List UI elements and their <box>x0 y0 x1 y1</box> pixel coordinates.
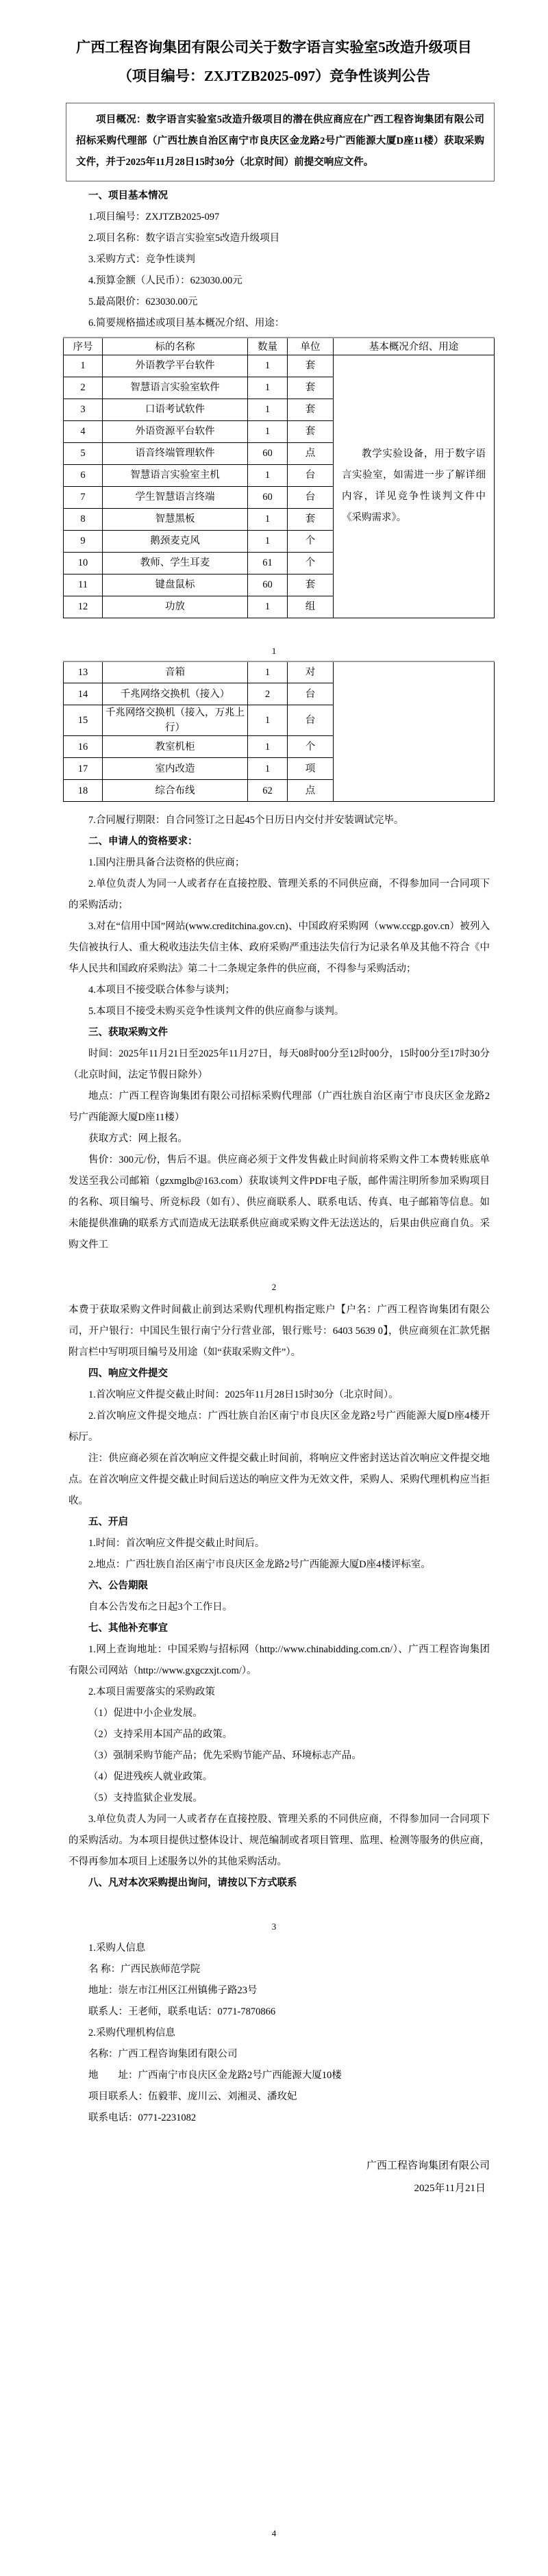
section-heading: 一、项目基本情况 <box>88 190 168 201</box>
paragraph: （3）强制采购节能产品；优先采购节能产品、环境标志产品。 <box>88 1750 362 1761</box>
item-name-cell: 语音终端管理软件 <box>103 442 248 464</box>
item-unit-cell: 台 <box>288 464 334 486</box>
section-heading: 五、开启 <box>88 1517 128 1528</box>
item-unit-cell: 点 <box>288 780 334 802</box>
paragraph: 项目联系人：伍毅菲、庞川云、刘湘灵、潘玫妃 <box>88 2091 297 2102</box>
page-number-2: 2 <box>271 1282 277 1292</box>
paragraph: （5）支持监狱企业发展。 <box>88 1793 203 1804</box>
item-quantity-cell: 1 <box>248 420 288 442</box>
paragraph: 2.地点：广西壮族自治区南宁市良庆区金龙路2号广西能源大厦D座4楼评标室。 <box>88 1559 431 1570</box>
item-number-cell: 14 <box>64 683 103 705</box>
section-heading: 三、获取采购文件 <box>88 1027 168 1038</box>
paragraph: （1）促进中小企业发展。 <box>88 1708 203 1719</box>
section-heading: 六、公告期限 <box>88 1580 148 1591</box>
item-quantity-cell: 1 <box>248 705 288 736</box>
item-number-cell: 12 <box>64 596 103 618</box>
item-name-cell: 智慧语言实验室主机 <box>103 464 248 486</box>
item-quantity-cell: 1 <box>248 508 288 530</box>
paragraph: 名 称：广西民族师范学院 <box>88 1964 201 1975</box>
project-overview-box <box>66 103 495 181</box>
item-name-cell: 室内改造 <box>103 758 248 780</box>
description-cell <box>334 661 495 802</box>
paragraph: 3.对在“信用中国”网站(www.creditchina.gov.cn)、中国政府采购网（www.ccgp.gov.cn）被列入失信被执行人、重大税收违法失信主体、政府采购严重违法失信行为记录名单及其他不符合《中华人民共和国政府采购法》第二十二条规定条件的供应商，不得参与采购活动； <box>68 921 490 974</box>
item-unit-cell: 套 <box>288 574 334 596</box>
paragraph: 地点：广西工程咨询集团有限公司招标采购代理部（广西壮族自治区南宁市良庆区金龙路2号广西能源大厦D座11楼） <box>68 1091 490 1123</box>
item-name-cell: 外语教学平台软件 <box>103 355 248 377</box>
page-number-4: 4 <box>271 2528 277 2538</box>
paragraph: 4.本项目不接受联合体参与谈判； <box>88 985 235 996</box>
paragraph: 4.预算金额（人民币）：623030.00元 <box>88 275 242 286</box>
table-header-cell: 标的名称 <box>103 338 248 355</box>
item-quantity-cell: 1 <box>248 596 288 618</box>
paragraph: 2.采购代理机构信息 <box>88 2028 175 2038</box>
item-unit-cell: 对 <box>288 661 334 683</box>
item-name-cell: 外语资源平台软件 <box>103 420 248 442</box>
item-unit-cell: 个 <box>288 736 334 758</box>
paragraph: 2.本项目需要落实的采购政策 <box>88 1687 215 1697</box>
item-quantity-cell: 1 <box>248 736 288 758</box>
paragraph: 地址：崇左市江州区江州镇佛子路23号 <box>88 1985 258 1996</box>
item-name-cell: 键盘鼠标 <box>103 574 248 596</box>
items-table-part2 <box>63 661 495 803</box>
section-heading: 四、响应文件提交 <box>88 1368 168 1379</box>
item-name-cell: 综合布线 <box>103 780 248 802</box>
item-quantity-cell: 1 <box>248 399 288 420</box>
item-number-cell: 1 <box>64 355 103 377</box>
item-number-cell: 10 <box>64 552 103 574</box>
item-number-cell: 17 <box>64 758 103 780</box>
paragraph: 7.合同履行期限：自合同签订之日起45个日历日内交付并安装调试完毕。 <box>88 815 404 826</box>
table-row <box>64 355 495 377</box>
document-title <box>27 33 521 90</box>
section-qualifications-and-documents <box>68 810 490 1256</box>
item-quantity-cell: 1 <box>248 661 288 683</box>
paragraph: 1.国内注册具备合法资格的供应商； <box>88 857 245 868</box>
item-unit-cell: 套 <box>288 420 334 442</box>
paragraph: 本费于获取采购文件时间截止前到达采购代理机构指定账户【户名：广西工程咨询集团有限公司，开户银行：中国民生银行南宁分行营业部，银行账号：6403 5639 0】，供应商须在汇款凭据附言栏中写明项目编号及用途（如“获取采购文件”）。 <box>68 1304 490 1358</box>
title-line-1: 广西工程咨询集团有限公司关于数字语言实验室5改造升级项目 <box>76 39 472 55</box>
items-table-part2-body <box>64 661 495 802</box>
paragraph: 2.首次响应文件提交地点：广西壮族自治区南宁市良庆区金龙路2号广西能源大厦D座4楼开标厅。 <box>68 1411 490 1443</box>
paragraph: 获取方式：网上报名。 <box>88 1133 188 1144</box>
paragraph: 自本公告发布之日起3个工作日。 <box>88 1602 233 1613</box>
item-quantity-cell: 1 <box>248 530 288 552</box>
paragraph: 2.单位负责人为同一人或者存在直接控股、管理关系的不同供应商，不得参加同一合同项下的采购活动； <box>68 879 490 911</box>
item-quantity-cell: 1 <box>248 377 288 399</box>
item-name-cell: 学生智慧语言终端 <box>103 486 248 508</box>
item-unit-cell: 组 <box>288 596 334 618</box>
paragraph: 联系人：王老师，联系电话：0771-7870866 <box>88 2006 276 2017</box>
item-number-cell: 11 <box>64 574 103 596</box>
section-heading: 七、其他补充事宜 <box>88 1623 168 1634</box>
signature-date: 2025年11月21日 <box>414 2183 486 2194</box>
item-name-cell: 智慧黑板 <box>103 508 248 530</box>
item-number-cell: 7 <box>64 486 103 508</box>
item-quantity-cell: 60 <box>248 442 288 464</box>
table-header-cell: 基本概况介绍、用途 <box>334 338 495 355</box>
item-unit-cell: 项 <box>288 758 334 780</box>
paragraph: 1.网上查询地址：中国采购与招标网（http://www.chinabidding.com.cn/）、广西工程咨询集团有限公司网站（http://www.gxgczxjt.com/）。 <box>68 1644 490 1676</box>
item-number-cell: 2 <box>64 377 103 399</box>
item-name-cell: 教师、学生耳麦 <box>103 552 248 574</box>
paragraph: （4）促进残疾人就业政策。 <box>88 1771 213 1782</box>
item-number-cell: 18 <box>64 780 103 802</box>
item-unit-cell: 套 <box>288 508 334 530</box>
paragraph: 地 址：广西南宁市良庆区金龙路2号广西能源大厦10楼 <box>88 2070 342 2081</box>
items-table-part1-body <box>64 338 495 618</box>
project-overview-text: 项目概况：数字语言实验室5改造升级项目的潜在供应商应在广西工程咨询集团有限公司招标采购代理部（广西壮族自治区南宁市良庆区金龙路2号广西能源大厦D座11楼）获取采购文件，并于2025年11月28日15时30分（北京时间）前提交响应文件。 <box>76 114 484 168</box>
table-header-cell: 单位 <box>288 338 334 355</box>
item-number-cell: 4 <box>64 420 103 442</box>
item-number-cell: 13 <box>64 661 103 683</box>
item-number-cell: 15 <box>64 705 103 736</box>
paragraph: 时间：2025年11月21日至2025年11月27日，每天08时00分至12时00分，15时00分至17时30分（北京时间，法定节假日除外） <box>68 1048 490 1081</box>
item-unit-cell: 套 <box>288 399 334 420</box>
item-unit-cell: 点 <box>288 442 334 464</box>
paragraph: 名称：广西工程咨询集团有限公司 <box>88 2049 238 2060</box>
item-number-cell: 8 <box>64 508 103 530</box>
signature-block <box>0 2155 490 2200</box>
paragraph: 3.采购方式：竞争性谈判 <box>88 254 195 265</box>
paragraph: 6.简要规格描述或项目基本概况介绍、用途： <box>88 318 285 329</box>
item-quantity-cell: 60 <box>248 486 288 508</box>
item-quantity-cell: 61 <box>248 552 288 574</box>
item-name-cell: 千兆网络交换机（接入） <box>103 683 248 705</box>
item-quantity-cell: 62 <box>248 780 288 802</box>
signature-company: 广西工程咨询集团有限公司 <box>366 2160 490 2171</box>
item-name-cell: 音箱 <box>103 661 248 683</box>
item-name-cell: 智慧语言实验室软件 <box>103 377 248 399</box>
item-unit-cell: 个 <box>288 530 334 552</box>
title-line-2: （项目编号：ZXJTZB2025-097）竞争性谈判公告 <box>117 68 431 84</box>
section-heading: 八、凡对本次采购提出询问，请按以下方式联系 <box>88 1878 297 1889</box>
paragraph: 5.最高限价：623030.00元 <box>88 296 198 307</box>
paragraph: 联系电话：0771-2231082 <box>88 2112 197 2123</box>
items-table-part1 <box>63 337 495 618</box>
paragraph: 1.首次响应文件提交截止时间：2025年11月28日15时30分（北京时间）。 <box>88 1389 399 1400</box>
item-number-cell: 16 <box>64 736 103 758</box>
table-header-cell: 数量 <box>248 338 288 355</box>
item-name-cell: 鹅颈麦克风 <box>103 530 248 552</box>
paragraph: 注：供应商必须在首次响应文件提交截止时间前，将响应文件密封送达首次响应文件提交地点。在首次响应文件提交截止时间后送达的响应文件为无效文件，采购人、采购代理机构应当拒收。 <box>68 1453 490 1506</box>
paragraph: 售价：300元/份，售后不退。供应商必须于文件发售截止时间前将采购文件工本费转账底单发送至我公司邮箱（gzxmglb@163.com）获取谈判文件PDF电子版，邮件需注明所参加采购项目的名称、项目编号、所竞标段（如有）、供应商联系人、联系电话、传真、电子邮箱等信息。如未能提供准确的联系方式而造成无法联系供应商或采购文件无法送达的，后果由供应商自负。采购文件工 <box>68 1154 490 1250</box>
item-name-cell: 功放 <box>103 596 248 618</box>
item-quantity-cell: 1 <box>248 464 288 486</box>
section-submission-and-other <box>68 1300 490 1894</box>
item-quantity-cell: 2 <box>248 683 288 705</box>
item-name-cell: 教室机柜 <box>103 736 248 758</box>
section-basic-info <box>68 186 490 334</box>
item-number-cell: 5 <box>64 442 103 464</box>
table-header-row <box>64 338 495 355</box>
item-number-cell: 3 <box>64 399 103 420</box>
item-unit-cell: 台 <box>288 683 334 705</box>
paragraph: 1.采购人信息 <box>88 1943 146 1954</box>
table-row <box>64 661 495 683</box>
paragraph: 5.本项目不接受未购买竞争性谈判文件的供应商参与谈判。 <box>88 1006 345 1017</box>
section-heading: 二、申请人的资格要求： <box>88 836 198 847</box>
paragraph: 2.项目名称：数字语言实验室5改造升级项目 <box>88 233 280 244</box>
item-name-cell: 千兆网络交换机（接入，万兆上行） <box>103 705 248 736</box>
page-number-3: 3 <box>271 1921 277 1932</box>
paragraph: 3.单位负责人为同一人或者存在直接控股、管理关系的不同供应商，不得参加同一合同项下的采购活动。为本项目提供过整体设计、规范编制或者项目管理、监理、检测等服务的供应商，不得再参加本项目上述服务以外的其他采购活动。 <box>68 1814 490 1867</box>
item-unit-cell: 套 <box>288 355 334 377</box>
item-number-cell: 6 <box>64 464 103 486</box>
page-number-1: 1 <box>271 645 277 656</box>
item-name-cell: 口语考试软件 <box>103 399 248 420</box>
paragraph: （2）支持采用本国产品的政策。 <box>88 1729 233 1740</box>
table-header-cell: 序号 <box>64 338 103 355</box>
paragraph: 1.时间：首次响应文件提交截止时间后。 <box>88 1538 265 1549</box>
item-unit-cell: 个 <box>288 552 334 574</box>
paragraph: 1.项目编号：ZXJTZB2025-097 <box>88 212 220 223</box>
item-unit-cell: 套 <box>288 377 334 399</box>
item-quantity-cell: 60 <box>248 574 288 596</box>
description-text: 教学实验设备，用于数字语言实验室，如需进一步了解详细内容，详见竞争性谈判文件中《采购需求》。 <box>342 449 486 523</box>
item-unit-cell: 台 <box>288 486 334 508</box>
item-quantity-cell: 1 <box>248 355 288 377</box>
description-cell <box>334 355 495 618</box>
section-contact-info <box>68 1938 490 2129</box>
item-quantity-cell: 1 <box>248 758 288 780</box>
item-number-cell: 9 <box>64 530 103 552</box>
item-unit-cell: 台 <box>288 705 334 736</box>
